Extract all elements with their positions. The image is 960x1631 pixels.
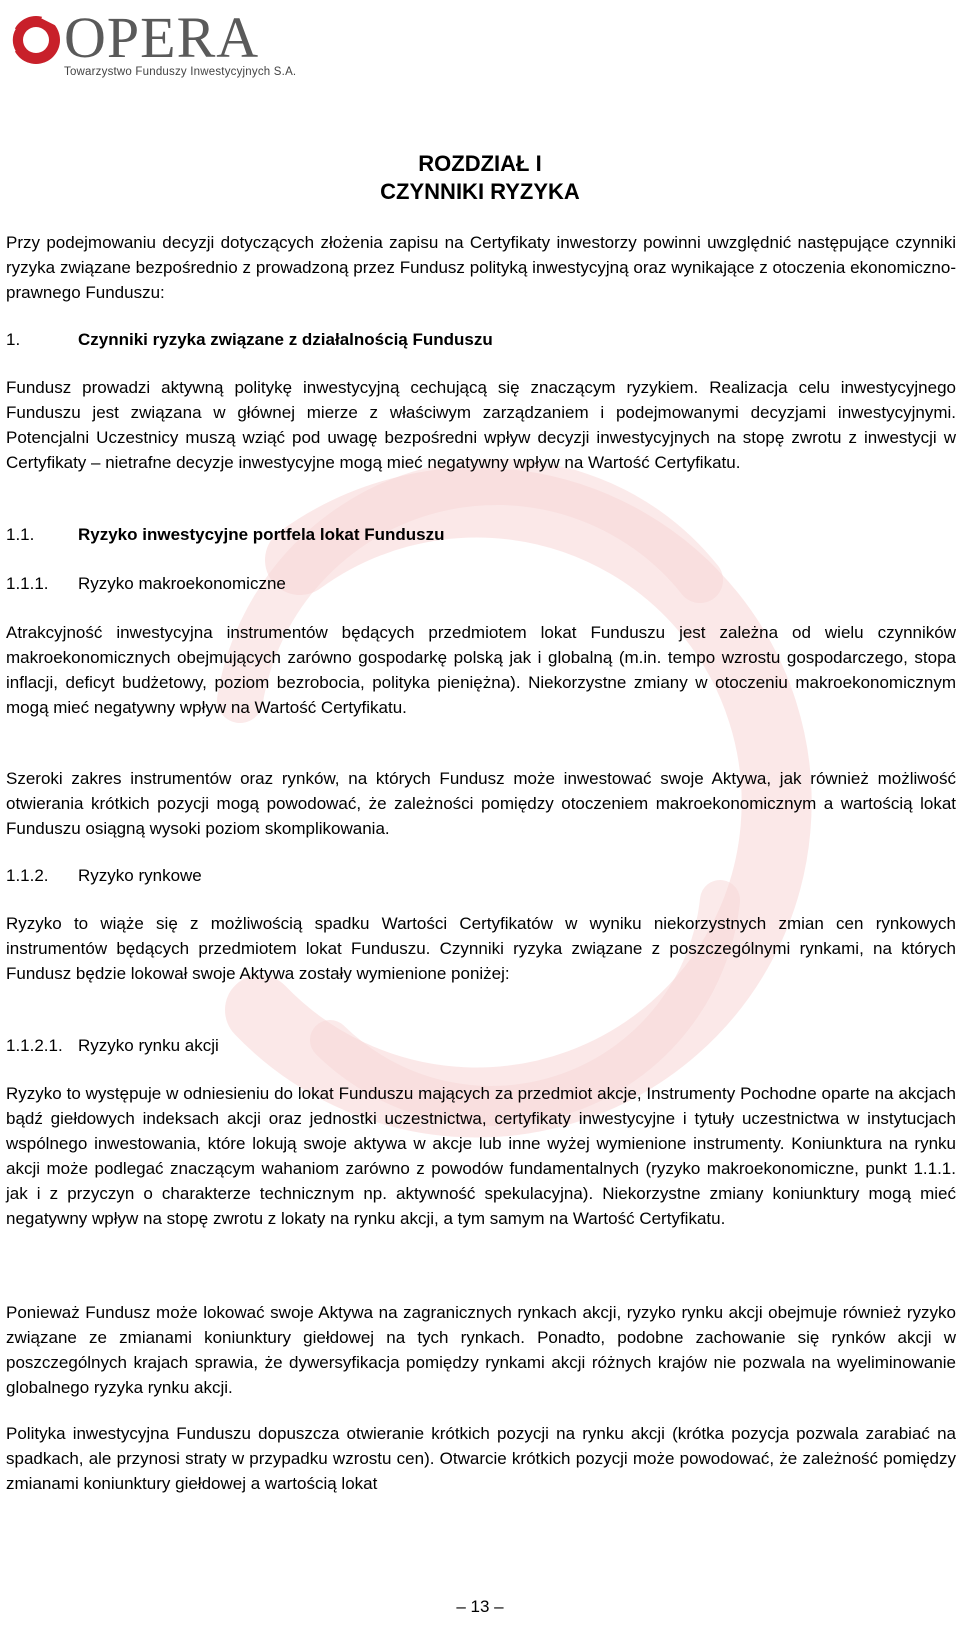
chapter-number: ROZDZIAŁ I <box>418 151 542 176</box>
opera-logo-icon <box>8 12 64 68</box>
section-1-1-2-heading <box>6 863 956 888</box>
section-title: Ryzyko rynkowe <box>78 866 202 885</box>
paragraph-makro-2: Szeroki zakres instrumentów oraz rynków, na których Fundusz może inwestować swoje Aktywa, jak również możliwość otwierania krótkich pozycji mogą powodować, że zależności pomiędzy otoczeniem makroekonomicznym a wartością lokat Funduszu osiągną wysoki poziom skomplikowania. <box>6 769 956 838</box>
section-number: 1.1. <box>6 525 35 544</box>
section-title: Czynniki ryzyka związane z działalnością Funduszu <box>78 330 493 349</box>
section-title: Ryzyko rynku akcji <box>78 1036 219 1055</box>
section-number: 1.1.2. <box>6 866 49 885</box>
logo-subtitle: Towarzystwo Funduszy Inwestycyjnych S.A. <box>64 66 297 78</box>
paragraph-rynkowe: Ryzyko to wiąże się z możliwością spadku Wartości Certyfikatów w wyniku niekorzystnych zmian cen rynkowych instrumentów będących przedmiotem lokat Funduszu. Czynniki ryzyka związane z poszczególnymi rynkami, na których Fundusz będzie lokował swoje Aktywa zostały wymienione poniżej: <box>6 914 956 983</box>
paragraph-akcje-2: Ponieważ Fundusz może lokować swoje Aktywa na zagranicznych rynkach akcji, ryzyko rynku akcji obejmuje również ryzyko związane ze zmianami koniunktury giełdowej na tych rynkach. Ponadto, podobne zachowanie się rynków akcji w poszczególnych krajach sprawia, że dywersyfikacja pomiędzy rynkami akcji różnych krajów nie pozwala na wyeliminowanie globalnego ryzyka rynku akcji. <box>6 1303 956 1397</box>
section-1-1-heading <box>6 522 956 547</box>
section-1-heading <box>6 327 956 352</box>
section-number: 1. <box>6 330 21 349</box>
paragraph-akcje-1: Ryzyko to występuje w odniesieniu do lokat Funduszu mających za przedmiot akcje, Instrumenty Pochodne oparte na akcjach bądź giełdowych indeksach akcji oraz jednostki uczestnictwa, certyfikaty inwestycyjne i tytuły uczestnictwa w instytucjach wspólnego inwestowania, które lokują swoje aktywa w akcje lub inne wyżej wymienione instrumenty. Koniunktura na rynku akcji może podlegać znaczącym wahaniom zarówno z powodów fundamentalnych (ryzyko makroekonomiczne, punkt 1.1.1. jak i z przyczyn o charakterze technicznym np. aktywność spekulacyjna). Niekorzystne zmiany koniunktury mogą mieć negatywny wpływ na stopę zwrotu z lokaty na rynku akcji, a tym samym na Wartość Certyfikatu. <box>6 1084 956 1228</box>
section-title: Ryzyko makroekonomiczne <box>78 574 286 593</box>
chapter-title: CZYNNIKI RYZYKA <box>380 179 580 204</box>
logo-wordmark: OPERA <box>64 5 260 70</box>
section-number: 1.1.2.1. <box>6 1036 63 1055</box>
page-number: – 13 – <box>456 1597 504 1616</box>
section-number: 1.1.1. <box>6 574 49 593</box>
paragraph-makro-1: Atrakcyjność inwestycyjna instrumentów będących przedmiotem lokat Funduszu jest zależna od wielu czynników makroekonomicznych obejmujących zarówno gospodarkę polską jak i globalną (m.in. tempo wzrostu gospodarczego, stopa inflacji, deficyt budżetowy, poziom bezrobocia, polityka pieniężna). Niekorzystne zmiany w otoczeniu makroekonomicznym mogą mieć negatywny wpływ na Wartość Certyfikatu. <box>6 623 956 717</box>
paragraph-fundusz: Fundusz prowadzi aktywną politykę inwestycyjną cechującą się znaczącym ryzykiem. Realizacja celu inwestycyjnego Funduszu jest związana w głównej mierze z właściwym zarządzaniem i podejmowanymi decyzjami inwestycyjnymi. Potencjalni Uczestnicy muszą wziąć pod uwagę bezpośredni wpływ decyzji inwestycyjnych na stopę zwrotu z inwestycji w Certyfikaty – nietrafne decyzje inwestycyjne mogą mieć negatywny wpływ na Wartość Certyfikatu. <box>6 378 956 472</box>
company-logo <box>8 5 304 80</box>
section-title: Ryzyko inwestycyjne portfela lokat Funduszu <box>78 525 445 544</box>
paragraph-akcje-3: Polityka inwestycyjna Funduszu dopuszcza otwieranie krótkich pozycji na rynku akcji (krótka pozycja pozwala zarabiać na spadkach, ale przynosi straty w przypadku wzrostu cen). Otwarcie krótkich pozycji może powodować, że zależność pomiędzy zmianami koniunktury giełdowej a wartością lokat <box>6 1424 956 1493</box>
section-1-1-2-1-heading <box>6 1033 956 1058</box>
section-1-1-1-heading <box>6 571 956 596</box>
intro-paragraph: Przy podejmowaniu decyzji dotyczących złożenia zapisu na Certyfikaty inwestorzy powinni uwzględnić następujące czynniki ryzyka związane bezpośrednio z prowadzoną przez Fundusz polityką inwestycyjną oraz wynikające z otoczenia ekonomiczno-prawnego Funduszu: <box>6 233 956 302</box>
